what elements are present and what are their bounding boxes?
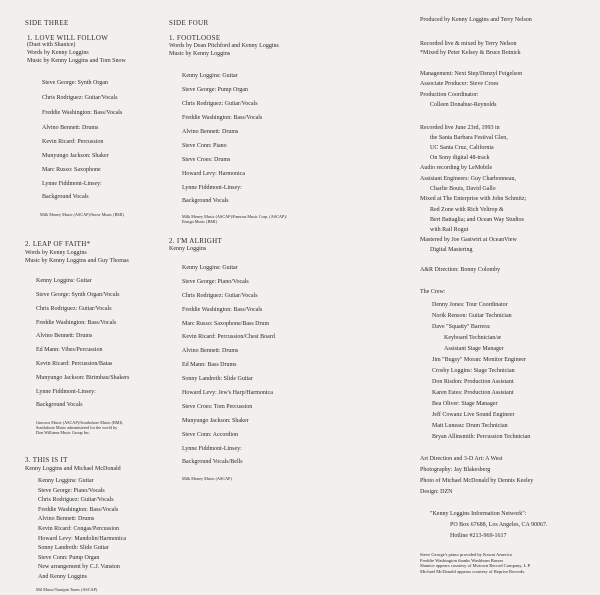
recorded-mixed-line: *Mixed by Peter Kelsey & Bruce Botnick bbox=[420, 50, 521, 56]
crew-line: Dave "Squatty" Barrera: bbox=[432, 324, 491, 330]
song-credit: Music by Kenny Loggins and Guy Thomas bbox=[25, 258, 129, 264]
song-title: 3. THIS IS IT bbox=[25, 456, 68, 464]
musician-credit: Background Vocals bbox=[182, 198, 229, 204]
musician-credit: Steve Conn: Piano bbox=[182, 143, 227, 149]
recording-line: Digital Mastering bbox=[430, 247, 473, 253]
courtesy-note: Shanice appears courtesy of Motown Record Company, L.P. bbox=[420, 563, 531, 568]
crew-line: Jim "Bugsy" Moran: Monitor Engineer bbox=[432, 357, 526, 363]
musician-credit: Kenny Loggins: Guitar bbox=[38, 478, 94, 484]
musician-credit: Background Vocals/Bells bbox=[182, 459, 243, 465]
musician-credit: Steve Croes: Tom Percussion bbox=[182, 404, 253, 410]
management-line: Production Coordinator: bbox=[420, 92, 479, 98]
crew-line: Bea Oliver: Stage Manager bbox=[432, 401, 498, 407]
recording-line: UC Santa Cruz, California bbox=[430, 145, 494, 151]
song-credit: Music by Kenny Loggins bbox=[169, 51, 231, 57]
song-credit: (Duet with Shanice) bbox=[27, 42, 76, 48]
musician-credit: New arrangement by C.J. Vanston bbox=[38, 564, 120, 571]
crew-line: Crosby Loggins: Stage Technician bbox=[432, 368, 515, 374]
musician-credit: Munyungo Jackson: Birimbau/Shakers bbox=[36, 375, 130, 381]
musician-credit: Chris Rodriguez: Guitar/Vocals bbox=[182, 101, 258, 107]
network-line: "Kenny Loggins Information Network": bbox=[430, 511, 527, 517]
musician-credit: Chris Rodriguez: Guitar/Vocals bbox=[38, 497, 114, 504]
musician-credit: Lynne Fiddmont-Linsey: bbox=[36, 389, 96, 395]
musician-credit: Lynne Fiddmont-Linsey: bbox=[182, 185, 242, 191]
musician-credit: Steve Croes: Drums bbox=[182, 157, 231, 163]
musician-credit: Kenny Loggins: Guitar bbox=[36, 278, 92, 284]
art-line: Art Direction and 3-D Art: A West bbox=[420, 456, 503, 462]
musician-credit: Kevin Ricard: Percussion/Chest Board bbox=[182, 334, 275, 340]
publisher-note: Gnossos Music (ASCAP)/Southshore Music (BMI). bbox=[36, 420, 124, 425]
musician-credit: Ed Mann: Vibes/Percussion bbox=[36, 347, 103, 353]
musician-credit: Steve George: Piano/Vocals bbox=[182, 279, 249, 285]
musician-credit: Chris Rodriguez: Guitar/Vocals bbox=[36, 306, 112, 312]
musician-credit: Howard Levy: Harmonica bbox=[182, 171, 245, 177]
crew-line: Karen Estes: Production Assistant bbox=[432, 390, 514, 396]
song-title: 2. LEAP OF FAITH* bbox=[25, 240, 91, 248]
art-line: Photo of Michael McDonald by Dennis Keeley bbox=[420, 478, 534, 484]
musician-credit: Munyungo Jackson: Shaker bbox=[182, 418, 249, 424]
musician-credit: Freddie Washington: Bass/Vocals bbox=[182, 115, 263, 121]
management-line: Colleen Donahue-Reynolds bbox=[430, 102, 497, 108]
crew-title: The Crew: bbox=[420, 289, 446, 295]
song-title: 2. I'M ALRIGHT bbox=[169, 237, 223, 245]
musician-credit: Lynne Fiddmont-Linsey: bbox=[182, 446, 242, 452]
art-line: Design: DZN bbox=[420, 489, 453, 495]
song-title: 1. LOVE WILL FOLLOW bbox=[27, 34, 109, 42]
song-credit: Music by Kenny Loggins and Tom Snow bbox=[27, 58, 126, 64]
musician-credit: Kevin Ricard: Percussion bbox=[42, 139, 104, 145]
side-four-title: SIDE FOUR bbox=[169, 19, 209, 27]
musician-credit: Freddie Washington: Bass/Vocals bbox=[42, 110, 123, 116]
musician-credit: Sonny Landreth: Slide Guitar bbox=[38, 545, 109, 552]
management-line: Management: Next Step/Denzyl Feigelson bbox=[420, 71, 523, 77]
song-title: 1. FOOTLOOSE bbox=[169, 34, 221, 42]
musician-credit: Alvino Bennett: Drums bbox=[36, 333, 93, 339]
musician-credit: Howard Levy: Jew's Harp/Harmonica bbox=[182, 390, 273, 396]
crew-line: Keyboard Technician/æ bbox=[444, 335, 501, 341]
recording-line: Red Zone with Rich Veltrop & bbox=[430, 207, 504, 213]
courtesy-note: Freddie Washington thanks Washburn Basses bbox=[420, 557, 504, 563]
musician-credit: And Kenny Loggins bbox=[38, 574, 87, 580]
musician-credit: Kenny Loggins: Guitar bbox=[182, 73, 238, 79]
musician-credit: Steve George: Pump Organ bbox=[182, 87, 248, 93]
courtesy-note: Steve George's piano provided by Kawai America bbox=[420, 552, 512, 557]
musician-credit: Alvino Bennett: Drums bbox=[38, 516, 95, 523]
produced-by: Produced by Kenny Loggins and Terry Nelson bbox=[420, 17, 532, 23]
crew-line: Assistant Stage Manager bbox=[444, 346, 504, 352]
art-line: Photography: Jay Blakesberg bbox=[420, 467, 491, 473]
courtesy-note: Michael McDonald appears courtesy of Reprise Records. bbox=[420, 568, 526, 574]
song-credit: Words by Dean Pitchford and Kenny Loggins bbox=[169, 43, 279, 49]
musician-credit: Steve George: Synth Organ bbox=[42, 80, 108, 86]
song-credit: Kenny Loggins and Michael McDonald bbox=[25, 466, 121, 472]
ar-direction: A&R Direction: Bonny Colomby bbox=[420, 267, 501, 273]
musician-credit: Sonny Landreth: Slide Guitar bbox=[182, 376, 253, 382]
song-credit: Kenny Loggins bbox=[169, 246, 207, 252]
musician-credit: Howard Levy: Mandolin/Harmonica bbox=[38, 535, 126, 542]
musician-credit: Steve Conn: Pump Organ bbox=[38, 554, 100, 561]
publisher-note: Milk Money Music (ASCAP)/Snow Music (BMI) bbox=[40, 212, 124, 217]
management-line: Associate Producer: Steve Croes bbox=[420, 81, 499, 87]
musician-credit: Freddie Washington: Bass/Vocals bbox=[38, 506, 119, 513]
side-three-title: SIDE THREE bbox=[25, 19, 69, 27]
musician-credit: Background Vocals bbox=[42, 194, 89, 200]
musician-credit: Alvino Bennett: Drums bbox=[182, 129, 239, 135]
musician-credit: Kevin Ricard: Percussion/Batas bbox=[36, 361, 113, 367]
crew-line: Denny Jones: Tour Coordinator bbox=[432, 302, 508, 308]
recording-line: Recorded live June 23rd, 1993 in bbox=[420, 125, 500, 131]
recording-line: On Sony digital 48-track bbox=[430, 155, 490, 161]
crew-line: Jeff Cowanz Live Sound Engineer bbox=[432, 412, 515, 418]
musician-credit: Kenny Loggins: Guitar bbox=[182, 265, 238, 271]
musician-credit: Steve George: Synth Organ/Vocals bbox=[36, 292, 120, 298]
recording-line: Bert Battaglia; and Ocean Way Studios bbox=[430, 217, 524, 223]
recording-line: Assistant Engineers: Guy Charbonneau, bbox=[420, 176, 516, 182]
musician-credit: Freddie Washington: Bass/Vocals bbox=[36, 320, 117, 326]
network-line: Hotline #213-969-1617 bbox=[450, 533, 507, 539]
recording-line: Mixed at The Enterprise with John Schmitz; bbox=[420, 196, 527, 202]
crew-line: Norik Renson: Guitar Technician bbox=[432, 313, 512, 319]
recording-line: the Santa Barbara Festival Glen, bbox=[430, 135, 508, 141]
musician-credit: Lynne Fiddmont-Linsey: bbox=[42, 181, 102, 187]
publisher-note: Southshore Music administered for the world by bbox=[36, 425, 118, 430]
musician-credit: Marc Russo: Saxophone/Bass Drum bbox=[182, 321, 270, 327]
publisher-note: Don Williams Music Group Inc. bbox=[36, 430, 91, 435]
recording-line: Audio recording by LeMobile bbox=[420, 165, 493, 171]
musician-credit: Background Vocals bbox=[36, 402, 83, 408]
recording-line: with Rail Rogut bbox=[430, 227, 469, 233]
publisher-note: Milk Money Music (ASCAP) bbox=[182, 476, 232, 481]
recording-line: Charlie Bouis, David Gallo bbox=[430, 186, 496, 192]
song-credit: Words by Kenny Loggins bbox=[25, 250, 87, 256]
musician-credit: Chris Rodriguez: Guitar/Vocals bbox=[182, 293, 258, 299]
musician-credit: Steve Conn: Accordion bbox=[182, 432, 238, 438]
crew-line: Bryan Allinsmith: Percussion Technician bbox=[432, 434, 531, 440]
recorded-mixed-line: Recorded live & mixed by Terry Nelson bbox=[420, 41, 517, 47]
song-credit: Words by Kenny Loggins bbox=[27, 50, 89, 56]
musician-credit: Freddie Washington: Bass/Vocals bbox=[182, 307, 263, 313]
musician-credit: Munyungo Jackson: Shaker bbox=[42, 153, 109, 159]
musician-credit: Marc Russo: Saxophone bbox=[42, 167, 101, 173]
crew-line: Matt Luneau: Drum Technician bbox=[432, 423, 508, 429]
musician-credit: Alvino Bennett: Drums bbox=[42, 125, 99, 131]
musician-credit: Chris Rodriguez: Guitar/Vocals bbox=[42, 95, 118, 101]
publisher-note: Mil Music/Tauripin Tunes (ASCAP) bbox=[36, 586, 98, 592]
crew-line: Don Risdon: Production Assistant bbox=[432, 379, 514, 385]
recording-line: Mastered by Joe Gastwirt at OceanView bbox=[420, 237, 517, 243]
network-line: PO Box 67688, Los Angeles, CA 90067. bbox=[450, 522, 548, 528]
publisher-note: Ensign Music (BMI) bbox=[182, 219, 217, 224]
musician-credit: Ed Mann: Bass Drums bbox=[182, 362, 237, 368]
musician-credit: Alvino Bennett: Drums bbox=[182, 348, 239, 354]
musician-credit: Steve George: Piano/Vocals bbox=[38, 487, 105, 494]
publisher-note: Milk Money Music (ASCAP)/Famous Music Corp. (ASCAP)/ bbox=[182, 214, 287, 219]
musician-credit: Kevin Ricard: Congas/Percussion bbox=[38, 526, 119, 532]
